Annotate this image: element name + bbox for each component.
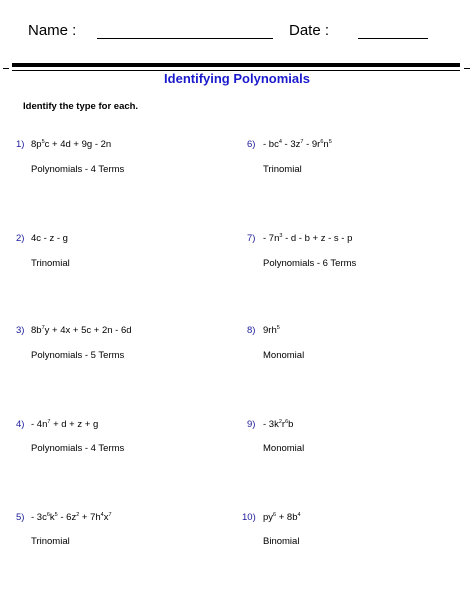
problem-answer: Polynomials - 4 Terms: [31, 164, 125, 175]
problem-expression: - $4n^7 + d + z + g$: [31, 418, 99, 430]
problem-expression: - $3c^6k^5 - 6z^2 + 7h^4x^7$: [31, 511, 112, 523]
problem-answer: Monomial: [263, 443, 305, 454]
name-line[interactable]: [97, 38, 273, 39]
problem-expression: $8p^5c + 4d + 9g - 2n$: [31, 138, 112, 150]
date-line[interactable]: [358, 38, 428, 39]
problem-expression: - $bc^4 - 3z^7 - 9r^6n^5$: [263, 138, 332, 150]
problem-number: 8): [247, 325, 256, 336]
problem-expression: 4c - z - g: [31, 233, 68, 244]
problem-answer: Monomial: [263, 350, 305, 361]
date-label: Date :: [289, 22, 330, 39]
problem-answer: Trinomial: [31, 258, 70, 269]
problem-number: 2): [16, 233, 25, 244]
name-label: Name :: [28, 22, 77, 39]
header-rule-thick: [12, 63, 460, 67]
problem-answer: Polynomials - 6 Terms: [263, 258, 357, 269]
problem-answer: Binomial: [263, 536, 300, 547]
problem-number: 7): [247, 233, 256, 244]
problem-number: 3): [16, 325, 25, 336]
left-margin-tick: [3, 68, 9, 69]
problem-number: 9): [247, 419, 256, 430]
problem-expression: $py^6 + 8b^4$: [263, 511, 301, 523]
problem-expression: $9rh^5$: [263, 324, 280, 336]
problem-number: 5): [16, 512, 25, 523]
right-margin-tick: [464, 68, 470, 69]
problem-answer: Trinomial: [31, 536, 70, 547]
problem-number: 4): [16, 419, 25, 430]
problem-expression: - $7n^3 - d - b + z - s - p$: [263, 232, 353, 244]
instructions: Identify the type for each.: [23, 101, 139, 112]
problem-number: 6): [247, 139, 256, 150]
problem-expression: - $3k^2r^6b$: [263, 418, 294, 430]
problem-expression: $8b^7y + 4x + 5c + 2n - 6d$: [31, 324, 132, 336]
problem-answer: Polynomials - 5 Terms: [31, 350, 125, 361]
worksheet-title: Identifying Polynomials: [164, 71, 310, 86]
problem-number: 1): [16, 139, 25, 150]
problem-number: 10): [242, 512, 256, 523]
problem-answer: Trinomial: [263, 164, 302, 175]
problem-answer: Polynomials - 4 Terms: [31, 443, 125, 454]
